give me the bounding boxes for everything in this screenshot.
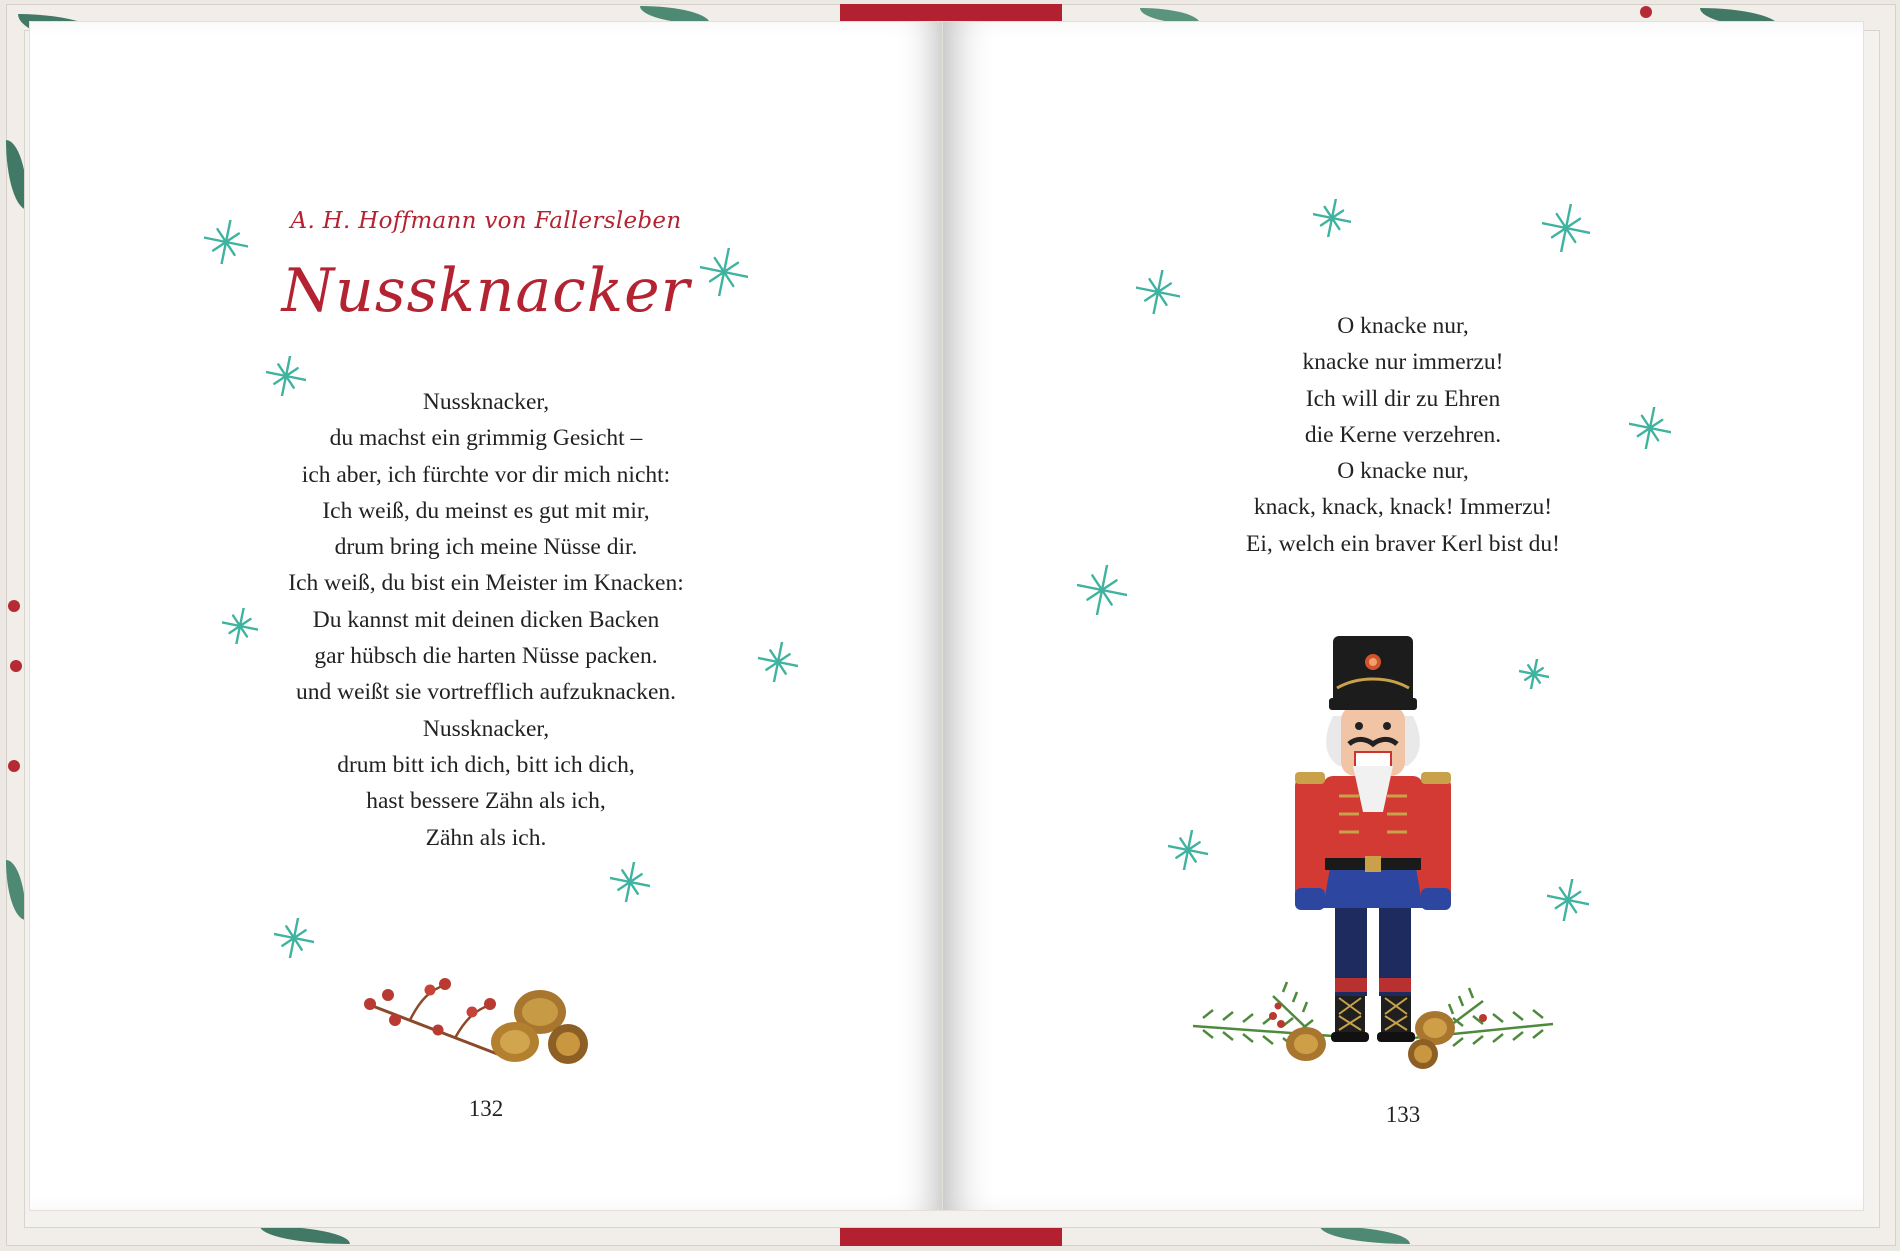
poem-line: drum bitt ich dich, bitt ich dich, bbox=[337, 751, 635, 778]
nutcracker-illustration bbox=[1183, 626, 1563, 1086]
snowflake-icon bbox=[1542, 204, 1590, 252]
snowflake-icon bbox=[1519, 659, 1549, 689]
snowflake-icon bbox=[758, 642, 798, 682]
poem-author: A. H. Hoffmann von Fallersleben bbox=[290, 208, 682, 234]
snowflake-icon bbox=[1313, 199, 1351, 237]
poem-title: Nussknacker bbox=[281, 256, 691, 326]
poem-text-right bbox=[943, 308, 1863, 562]
poem-line: Zähn als ich. bbox=[425, 824, 547, 851]
snowflake-icon bbox=[1629, 407, 1671, 449]
poem-line: Ich weiß, du meinst es gut mit mir, bbox=[322, 497, 650, 524]
poem-line: Ei, welch ein braver Kerl bist du! bbox=[1246, 530, 1560, 557]
snowflake-icon bbox=[266, 356, 306, 396]
poem-line: Du kannst mit deinen dicken Backen bbox=[312, 606, 660, 633]
walnut-berries-illustration bbox=[350, 960, 630, 1070]
poem-text-left bbox=[30, 384, 942, 856]
poem-line: Nussknacker, bbox=[422, 389, 550, 415]
poem-line: Ich will dir zu Ehren bbox=[1305, 385, 1501, 412]
cover-berry bbox=[10, 660, 22, 672]
poem-line: drum bring ich meine Nüsse dir. bbox=[334, 534, 638, 561]
poem-line: hast bessere Zähn als ich, bbox=[366, 788, 606, 815]
poem-line: O knacke nur, bbox=[1337, 313, 1469, 339]
cover-berry bbox=[1640, 6, 1652, 18]
snowflake-icon bbox=[1077, 565, 1127, 615]
page-number-left: 132 bbox=[468, 1096, 504, 1121]
snowflake-icon bbox=[274, 918, 314, 958]
snowflake-icon bbox=[204, 220, 248, 264]
page-number-right: 133 bbox=[1385, 1102, 1421, 1127]
snowflake-icon bbox=[610, 862, 650, 902]
cover-berry bbox=[8, 600, 20, 612]
cover-berry bbox=[8, 760, 20, 772]
snowflake-icon bbox=[1547, 879, 1589, 921]
poem-line: Ich weiß, du bist ein Meister im Knacken: bbox=[288, 570, 684, 597]
poem-line: ich aber, ich fürchte vor dir mich nicht: bbox=[301, 461, 671, 488]
poem-line: Nussknacker, bbox=[422, 715, 550, 742]
poem-line: die Kerne verzehren. bbox=[1304, 421, 1502, 448]
poem-line: du machst ein grimmig Gesicht – bbox=[329, 425, 643, 452]
snowflake-icon bbox=[222, 608, 258, 644]
poem-line: knacke nur immerzu! bbox=[1302, 349, 1504, 376]
left-page bbox=[30, 22, 942, 1210]
snowflake-icon bbox=[700, 248, 748, 296]
poem-line: O knacke nur, bbox=[1337, 458, 1469, 485]
poem-line: und weißt sie vortrefflich aufzuknacken. bbox=[296, 679, 676, 706]
poem-line: gar hübsch die harten Nüsse packen. bbox=[314, 643, 658, 670]
right-page bbox=[943, 22, 1863, 1210]
snowflake-icon bbox=[1136, 270, 1180, 314]
poem-line: knack, knack, knack! Immerzu! bbox=[1253, 494, 1553, 521]
snowflake-icon bbox=[1168, 830, 1208, 870]
